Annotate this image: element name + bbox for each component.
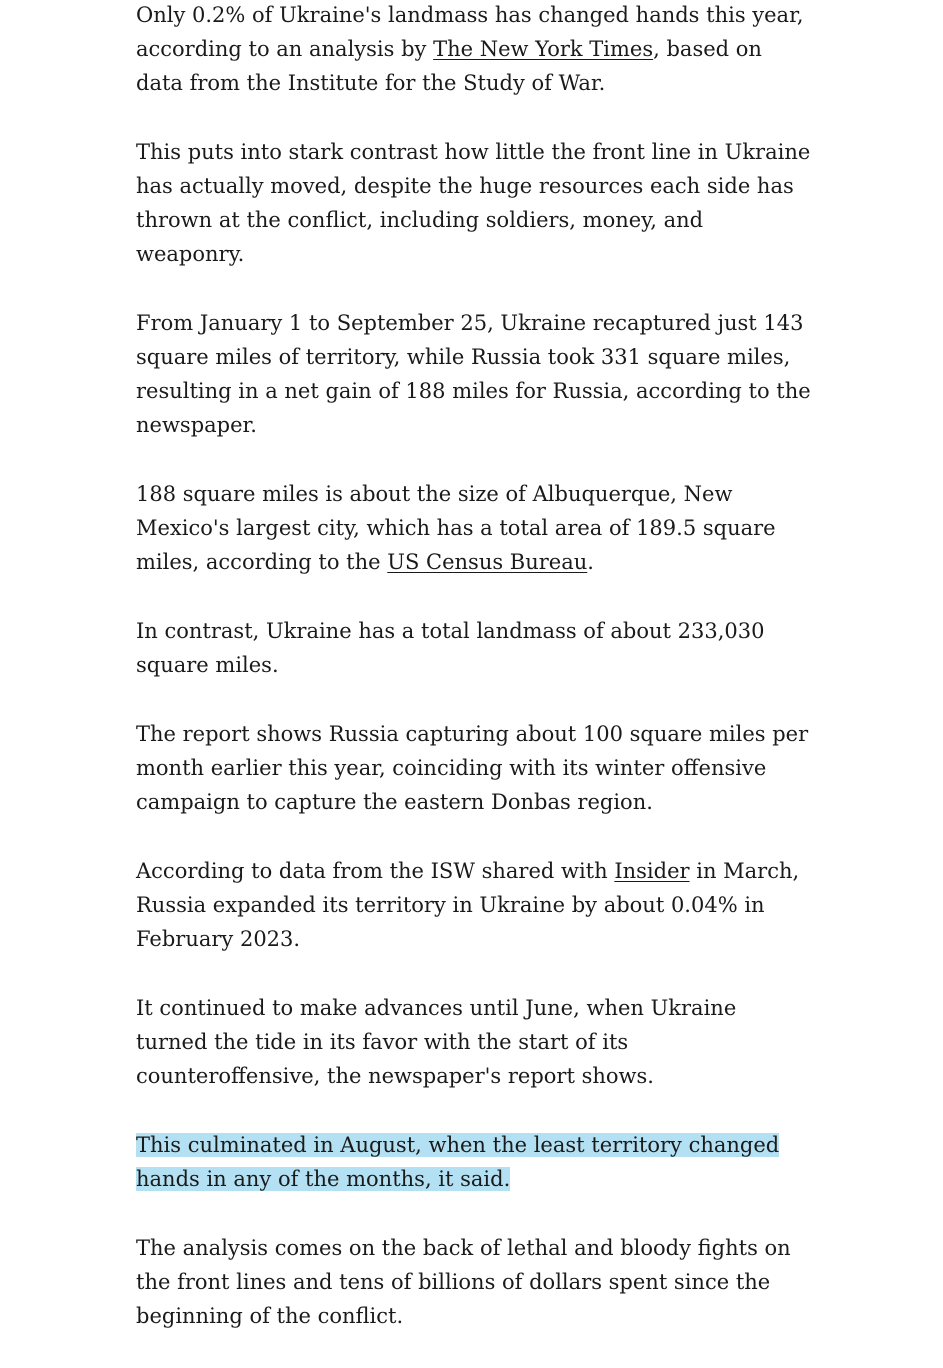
paragraph-6: The report shows Russia capturing about 100 square miles per month earlier this year, coinciding with its winter offensive campaign to capture the eastern Donbas region. bbox=[136, 722, 809, 814]
paragraph-1 bbox=[136, 0, 814, 100]
paragraph-7-text-start: According to data from the ISW shared with bbox=[136, 859, 615, 883]
article-body bbox=[136, 0, 814, 1368]
highlighted-selection[interactable]: This culminated in August, when the least territory changed hands in any of the months, it said. bbox=[136, 1133, 780, 1191]
nytimes-link[interactable]: The New York Times bbox=[433, 37, 654, 61]
paragraph-8: It continued to make advances until June, when Ukraine turned the tide in its favor with the start of its counteroffensive, the newspaper's report shows. bbox=[136, 996, 737, 1088]
paragraph-7 bbox=[136, 854, 814, 956]
paragraph-4-text-start: 188 square miles is about the size of Albuquerque, New Mexico's largest city, which has a total area of 189.5 square miles, according to the bbox=[136, 482, 776, 574]
paragraph-9 bbox=[136, 1128, 814, 1196]
paragraph-1-text-end: , based on data from the Institute for the Study of War. bbox=[136, 37, 762, 95]
paragraph-1-text-start: Only 0.2% of Ukraine's landmass has changed hands this year, according to an analysis by bbox=[136, 3, 804, 61]
paragraph-3: From January 1 to September 25, Ukraine recaptured just 143 square miles of territory, while Russia took 331 square miles, resulting in a net gain of 188 miles for Russia, according to the newspaper. bbox=[136, 311, 811, 437]
paragraph-10: The analysis comes on the back of lethal and bloody fights on the front lines and tens of billions of dollars spent since the beginning of the conflict. bbox=[136, 1236, 791, 1328]
insider-link[interactable]: Insider bbox=[614, 859, 690, 883]
paragraph-2: This puts into stark contrast how little the front line in Ukraine has actually moved, despite the huge resources each side has thrown at the conflict, including soldiers, money, and weaponry. bbox=[136, 140, 811, 266]
paragraph-4-text-end: . bbox=[587, 550, 594, 574]
paragraph-5: In contrast, Ukraine has a total landmass of about 233,030 square miles. bbox=[136, 619, 765, 677]
us-census-bureau-link[interactable]: US Census Bureau bbox=[387, 550, 588, 574]
paragraph-4 bbox=[136, 477, 814, 579]
paragraph-7-text-end: in March, Russia expanded its territory in Ukraine by about 0.04% in February 2023. bbox=[136, 859, 800, 951]
